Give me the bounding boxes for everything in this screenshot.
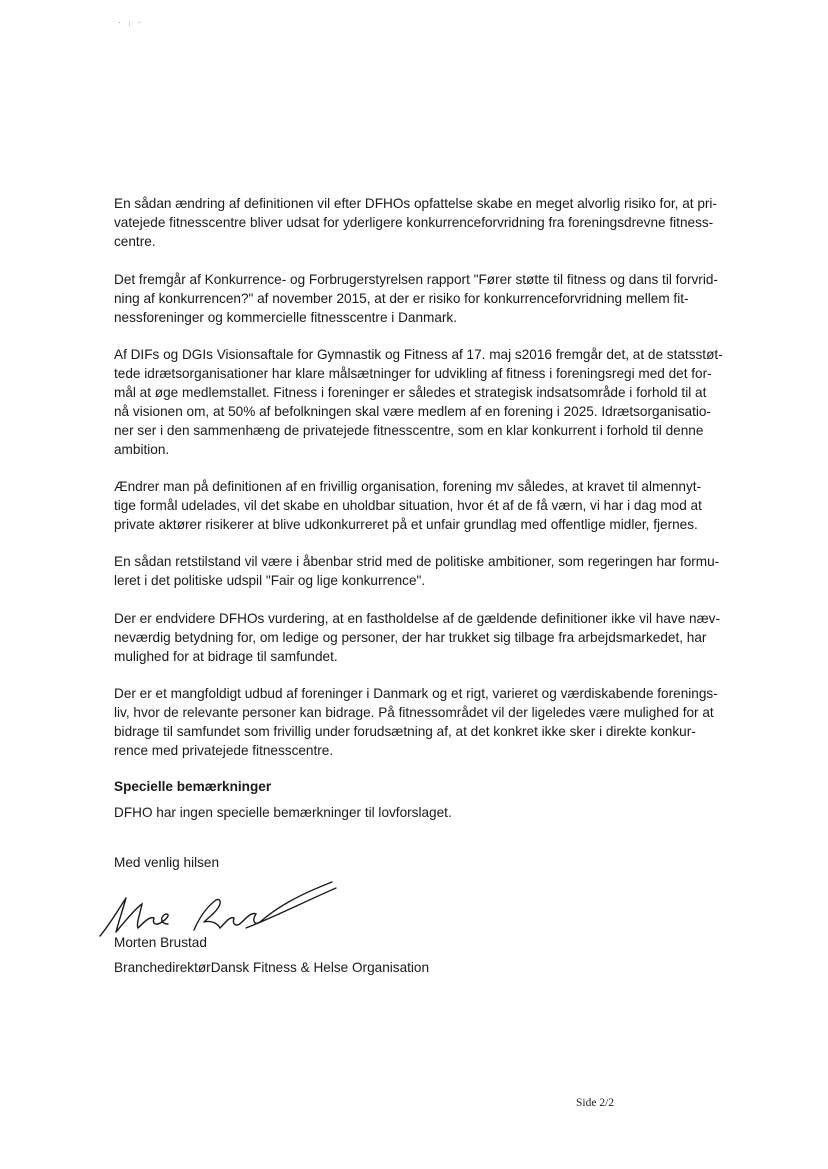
paragraph-line: En sådan ændring af definitionen vil efter DFHOs opfattelse skabe en meget alvorlig risiko for, at pri-	[114, 196, 717, 211]
section-heading: Specielle bemærkninger	[114, 779, 272, 794]
paragraph-3	[114, 345, 724, 459]
section-text: DFHO har ingen specielle bemærkninger til lovforslaget.	[114, 805, 452, 820]
paragraph-line: Der er endvidere DFHOs vurdering, at en fastholdelse af de gældende definitioner ikke vil have næv-	[114, 611, 720, 626]
paragraph-line: nå visionen om, at 50% af befolkningen skal være medlem af en forening i 2025. Idrætsorganisatio-	[114, 404, 711, 419]
paragraph-line: private aktører risikerer at blive udkonkurreret på et unfair grundlag med offentlige midler, fjernes.	[114, 517, 698, 532]
paragraph-line: ning af konkurrencen?" af november 2015, at der er risiko for konkurrenceforvridning mellem fit-	[114, 291, 689, 306]
scan-specks: ·ᵢ·	[118, 18, 149, 27]
paragraph-line: mulighed for at bidrage til samfundet.	[114, 649, 338, 664]
paragraph-line: En sådan retstilstand vil være i åbenbar strid med de politiske ambitioner, som regeringen har formu-	[114, 554, 720, 569]
paragraph-line: rence med privatejede fitnesscentre.	[114, 743, 334, 758]
paragraph-line: Af DIFs og DGIs Visionsaftale for Gymnastik og Fitness af 17. maj s2016 fremgår det, at de statsstøt-	[114, 347, 723, 362]
closing-greeting: Med venlig hilsen	[114, 855, 220, 870]
paragraph-7	[114, 684, 724, 760]
page-number: Side 2/2	[576, 1097, 615, 1109]
paragraph-5	[114, 552, 724, 590]
paragraph-line: mål at øge medlemstallet. Fitness i foreninger er således et strategisk indsatsområde i forhold til at	[114, 385, 707, 400]
paragraph-line: neværdig betydning for, om ledige og personer, der har trukket sig tilbage fra arbejdsmarkedet, har	[114, 630, 707, 645]
paragraph-line: ner ser i den sammenhæng de privatejede fitnesscentre, som en klar konkurrent i forhold til denne	[114, 423, 704, 438]
handwritten-signature	[96, 878, 341, 940]
paragraph-line: tede idrætsorganisationer har klare målsætninger for udvikling af fitness i foreningsregi med det for-	[114, 366, 712, 381]
signer-title: BranchedirektørDansk Fitness & Helse Organisation	[114, 960, 430, 975]
paragraph-line: centre.	[114, 234, 156, 249]
signer-name: Morten Brustad	[114, 935, 207, 950]
paragraph-line: Der er et mangfoldigt udbud af foreninger i Danmark og et rigt, varieret og værdiskabende forenings-	[114, 686, 718, 701]
paragraph-line: Ændrer man på definitionen af en frivillig organisation, forening mv således, at kravet til almennyt-	[114, 479, 702, 494]
paragraph-4	[114, 477, 724, 534]
paragraph-6	[114, 609, 724, 666]
paragraph-2	[114, 270, 724, 327]
paragraph-line: vatejede fitnesscentre bliver udsat for yderligere konkurrenceforvridning fra foreningsdrevne fitness-	[114, 215, 714, 230]
paragraph-line: nessforeninger og kommercielle fitnesscentre i Danmark.	[114, 310, 458, 325]
paragraph-line: leret i det politiske udspil "Fair og lige konkurrence".	[114, 573, 426, 588]
paragraph-line: tige formål udelades, vil det skabe en uholdbar situation, hvor ét af de få værn, vi har i dag mod at	[114, 498, 702, 513]
paragraph-line: liv, hvor de relevante personer kan bidrage. På fitnessområdet vil der ligeledes være mulighed for at	[114, 705, 714, 720]
paragraph-line: ambition.	[114, 442, 170, 457]
paragraph-line: bidrage til samfundet som frivillig under forudsætning af, at det konkret ikke sker i direkte konkur-	[114, 724, 696, 739]
paragraph-line: Det fremgår af Konkurrence- og Forbrugerstyrelsen rapport "Fører støtte til fitness og dans til forvrid-	[114, 272, 718, 287]
paragraph-1	[114, 194, 724, 251]
